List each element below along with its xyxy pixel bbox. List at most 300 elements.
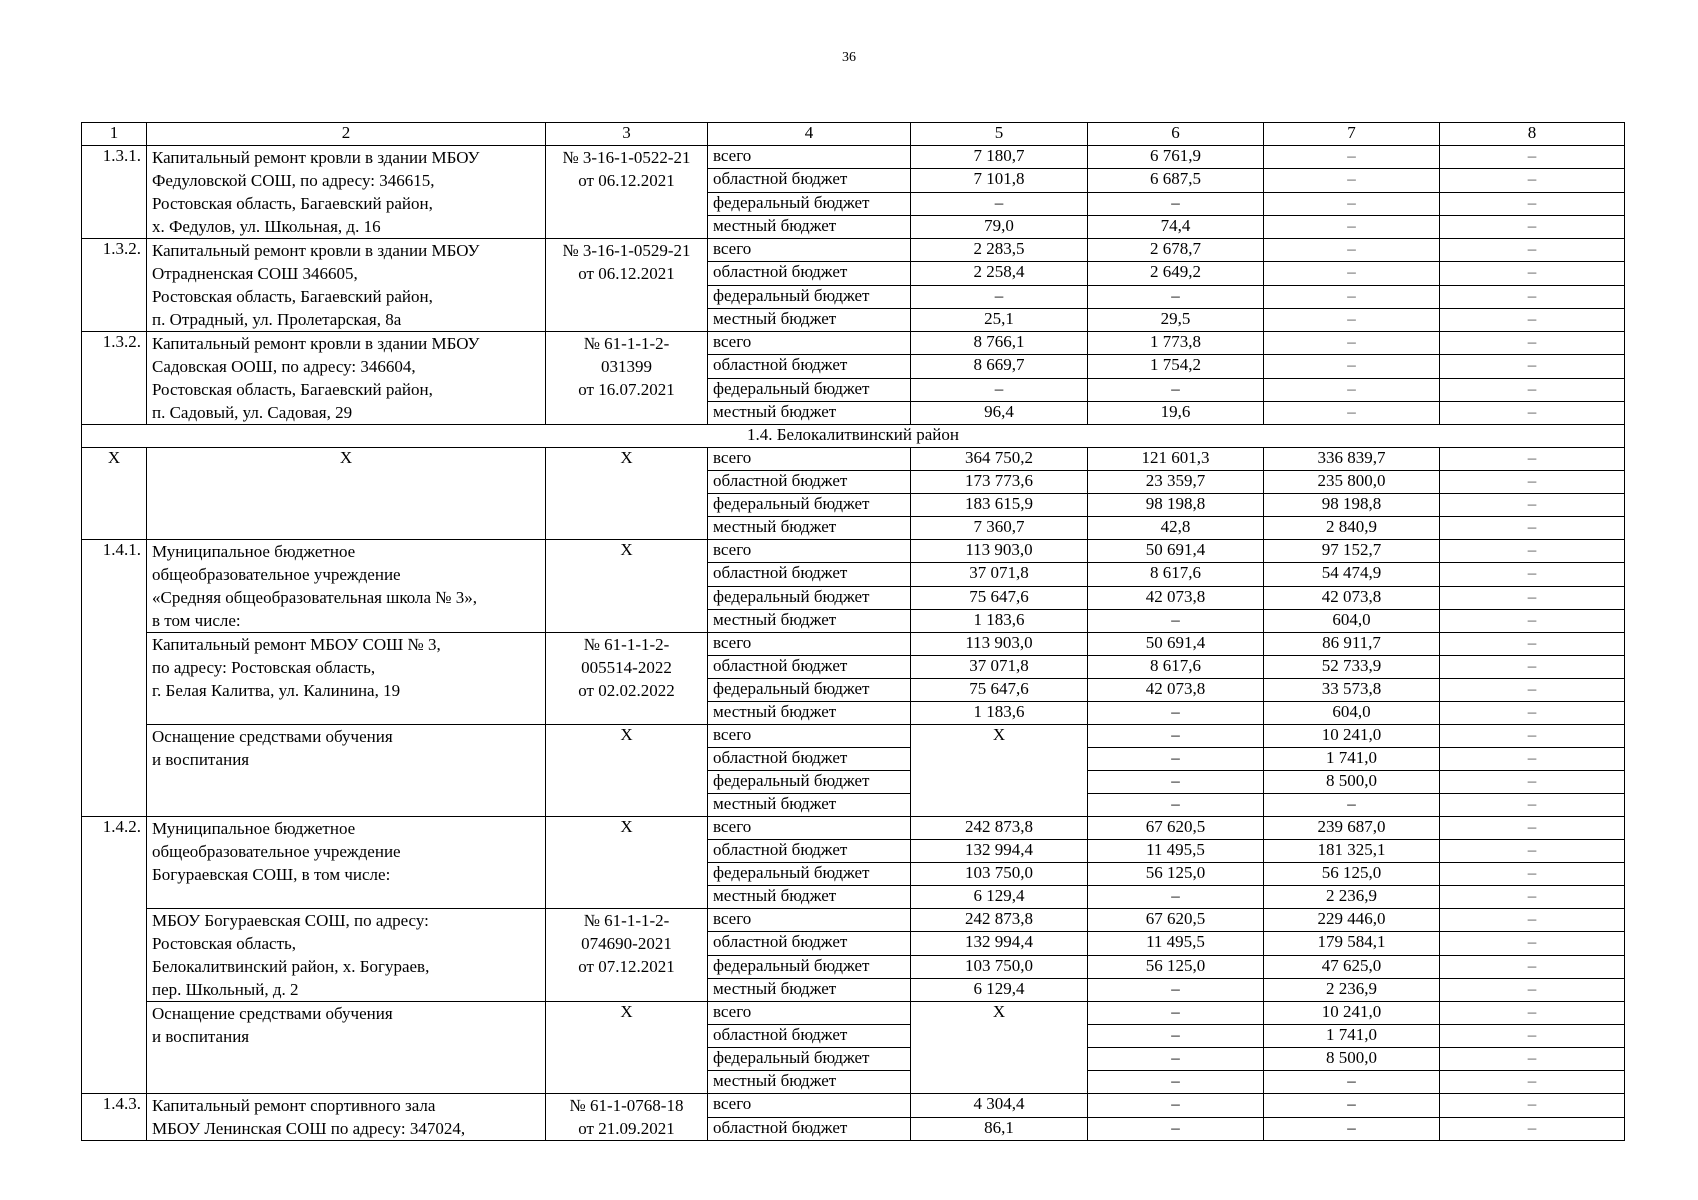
value-c7: 98 198,8	[1264, 494, 1440, 517]
value-c8: –	[1440, 215, 1625, 238]
value-c8: –	[1440, 656, 1625, 679]
value-c5: –	[911, 192, 1088, 215]
object-name	[147, 1002, 546, 1094]
cell-line: № 61-1-1-2-	[583, 911, 670, 930]
cell-line: МБОУ Ленинская СОШ по адресу: 347024,	[152, 1119, 466, 1138]
value-c6: 11 495,5	[1088, 932, 1264, 955]
table-row	[82, 1002, 1625, 1025]
value-c6: 29,5	[1088, 308, 1264, 331]
value-c6: –	[1088, 702, 1264, 725]
value-c6: –	[1088, 771, 1264, 794]
table-row	[82, 146, 1625, 169]
table-row	[82, 540, 1625, 563]
cell-line: Садовская ООШ, по адресу: 346604,	[152, 357, 416, 376]
value-c5: 113 903,0	[911, 633, 1088, 656]
value-c5: 132 994,4	[911, 932, 1088, 955]
value-c5: 86,1	[911, 1117, 1088, 1141]
value-c7: 10 241,0	[1264, 1002, 1440, 1025]
value-c6: 6 687,5	[1088, 169, 1264, 192]
value-c5: 6 129,4	[911, 978, 1088, 1001]
value-c8: –	[1440, 840, 1625, 863]
budget-type: всего	[708, 633, 911, 656]
row-number: 1.4.1.	[82, 540, 147, 817]
value-c7: 235 800,0	[1264, 471, 1440, 494]
value-c6: –	[1088, 1094, 1264, 1118]
value-c5: –	[911, 378, 1088, 401]
object-name	[147, 1094, 546, 1141]
table-row	[82, 1094, 1625, 1118]
value-c5: 1 183,6	[911, 609, 1088, 632]
object-name: Х	[147, 448, 546, 540]
budget-type: областной бюджет	[708, 840, 911, 863]
document-number	[546, 1094, 708, 1141]
value-c6: –	[1088, 378, 1264, 401]
budget-type: всего	[708, 817, 911, 840]
object-name	[147, 633, 546, 725]
value-c8: –	[1440, 355, 1625, 378]
value-c7: 181 325,1	[1264, 840, 1440, 863]
budget-type: областной бюджет	[708, 262, 911, 285]
value-c6: –	[1088, 1048, 1264, 1071]
cell-line: Капитальный ремонт кровли в здании МБОУ	[152, 334, 480, 353]
section-row	[82, 425, 1625, 448]
object-name	[147, 332, 546, 425]
budget-type: областной бюджет	[708, 656, 911, 679]
document-number	[546, 909, 708, 1002]
table-row	[82, 633, 1625, 656]
budget-type: всего	[708, 1094, 911, 1118]
budget-type: местный бюджет	[708, 886, 911, 909]
value-c8: –	[1440, 146, 1625, 169]
value-c8: –	[1440, 909, 1625, 932]
value-c7: –	[1264, 355, 1440, 378]
value-c8: –	[1440, 517, 1625, 540]
cell-line: от 21.09.2021	[578, 1119, 675, 1138]
value-c8: –	[1440, 725, 1625, 748]
cell-line: Белокалитвинский район, х. Богураев,	[152, 957, 430, 976]
value-c5: 103 750,0	[911, 955, 1088, 978]
table-row	[82, 448, 1625, 471]
value-c5: 364 750,2	[911, 448, 1088, 471]
value-c7: 179 584,1	[1264, 932, 1440, 955]
value-c8: –	[1440, 586, 1625, 609]
value-c8: –	[1440, 239, 1625, 262]
row-number: 1.3.2.	[82, 332, 147, 425]
value-c7: –	[1264, 378, 1440, 401]
cell-line: Капитальный ремонт спортивного зала	[152, 1096, 436, 1115]
cell-line: Федуловской СОШ, по адресу: 346615,	[152, 171, 435, 190]
column-header: 1	[82, 123, 147, 146]
column-header: 8	[1440, 123, 1625, 146]
budget-type: областной бюджет	[708, 1117, 911, 1141]
value-c6: 8 617,6	[1088, 656, 1264, 679]
value-c5: 113 903,0	[911, 540, 1088, 563]
value-c7: 604,0	[1264, 609, 1440, 632]
cell-line: Отрадненская СОШ 346605,	[152, 264, 358, 283]
value-c6: 8 617,6	[1088, 563, 1264, 586]
budget-type: областной бюджет	[708, 748, 911, 771]
cell-line: в том числе:	[152, 611, 241, 630]
cell-line: 005514-2022	[581, 658, 672, 677]
value-c5: 1 183,6	[911, 702, 1088, 725]
value-c5: 132 994,4	[911, 840, 1088, 863]
value-c7: 33 573,8	[1264, 679, 1440, 702]
cell-line: № 3-16-1-0529-21	[562, 241, 691, 260]
budget-type: местный бюджет	[708, 609, 911, 632]
value-c5: 103 750,0	[911, 863, 1088, 886]
budget-type: федеральный бюджет	[708, 955, 911, 978]
cell-line: Ростовская область, Багаевский район,	[152, 194, 433, 213]
value-c6: 2 649,2	[1088, 262, 1264, 285]
value-c7: –	[1264, 1117, 1440, 1141]
header-row	[82, 123, 1625, 146]
document-number: Х	[546, 540, 708, 633]
budget-type: федеральный бюджет	[708, 586, 911, 609]
value-c7: 8 500,0	[1264, 771, 1440, 794]
budget-type: местный бюджет	[708, 794, 911, 817]
value-c7: 2 236,9	[1264, 886, 1440, 909]
value-c6: 2 678,7	[1088, 239, 1264, 262]
budget-type: федеральный бюджет	[708, 679, 911, 702]
value-c6: 67 620,5	[1088, 909, 1264, 932]
value-c8: –	[1440, 748, 1625, 771]
table-row	[82, 332, 1625, 355]
row-number: Х	[82, 448, 147, 540]
value-c8: –	[1440, 1002, 1625, 1025]
budget-type: федеральный бюджет	[708, 494, 911, 517]
value-c5: 79,0	[911, 215, 1088, 238]
cell-line: Капитальный ремонт кровли в здании МБОУ	[152, 241, 480, 260]
value-c8: –	[1440, 378, 1625, 401]
cell-line: 074690-2021	[581, 934, 672, 953]
value-c8: –	[1440, 563, 1625, 586]
budget-type: федеральный бюджет	[708, 771, 911, 794]
table-row	[82, 817, 1625, 840]
value-c5: –	[911, 285, 1088, 308]
value-c8: –	[1440, 771, 1625, 794]
value-c6: 56 125,0	[1088, 955, 1264, 978]
value-c7: 42 073,8	[1264, 586, 1440, 609]
cell-line: Ростовская область, Багаевский район,	[152, 287, 433, 306]
value-c6: 98 198,8	[1088, 494, 1264, 517]
column-header: 6	[1088, 123, 1264, 146]
value-c6: 50 691,4	[1088, 633, 1264, 656]
value-c8: –	[1440, 679, 1625, 702]
value-c8: –	[1440, 192, 1625, 215]
cell-line: пер. Школьный, д. 2	[152, 980, 299, 999]
value-c7: 1 741,0	[1264, 1025, 1440, 1048]
value-c6: –	[1088, 609, 1264, 632]
value-c8: –	[1440, 794, 1625, 817]
value-c6: –	[1088, 978, 1264, 1001]
object-name	[147, 817, 546, 909]
budget-type: всего	[708, 909, 911, 932]
value-c5: 8 669,7	[911, 355, 1088, 378]
value-c7: –	[1264, 285, 1440, 308]
value-c8: –	[1440, 1094, 1625, 1118]
value-c6: 6 761,9	[1088, 146, 1264, 169]
cell-line: Оснащение средствами обучения	[152, 1004, 393, 1023]
table-row	[82, 239, 1625, 262]
value-c5: 242 873,8	[911, 817, 1088, 840]
value-c7: –	[1264, 1094, 1440, 1118]
value-c6: 42 073,8	[1088, 679, 1264, 702]
cell-line: Муниципальное бюджетное	[152, 819, 356, 838]
value-c7: 239 687,0	[1264, 817, 1440, 840]
budget-type: всего	[708, 540, 911, 563]
value-c7: 8 500,0	[1264, 1048, 1440, 1071]
document-number: Х	[546, 448, 708, 540]
section-title: 1.4. Белокалитвинский район	[82, 425, 1625, 448]
row-number: 1.3.2.	[82, 239, 147, 332]
value-c6: 42 073,8	[1088, 586, 1264, 609]
value-c8: –	[1440, 978, 1625, 1001]
budget-type: местный бюджет	[708, 517, 911, 540]
cell-line: общеобразовательное учреждение	[152, 842, 401, 861]
value-c5: 37 071,8	[911, 656, 1088, 679]
cell-line: общеобразовательное учреждение	[152, 565, 401, 584]
value-c7: 336 839,7	[1264, 448, 1440, 471]
cell-line: и воспитания	[152, 1027, 250, 1046]
value-c8: –	[1440, 471, 1625, 494]
budget-type: всего	[708, 332, 911, 355]
budget-type: всего	[708, 448, 911, 471]
value-c6: 67 620,5	[1088, 817, 1264, 840]
value-c8: –	[1440, 494, 1625, 517]
value-c6: –	[1088, 1071, 1264, 1094]
value-c7: –	[1264, 794, 1440, 817]
value-c6: 56 125,0	[1088, 863, 1264, 886]
budget-type: местный бюджет	[708, 401, 911, 424]
value-c6: –	[1088, 285, 1264, 308]
value-c8: –	[1440, 169, 1625, 192]
cell-line: Капитальный ремонт МБОУ СОШ № 3,	[152, 635, 441, 654]
cell-line: Богураевская СОШ, в том числе:	[152, 865, 391, 884]
budget-type: всего	[708, 1002, 911, 1025]
value-c6: –	[1088, 1117, 1264, 1141]
document-number	[546, 146, 708, 239]
value-c6: 19,6	[1088, 401, 1264, 424]
value-c6: 74,4	[1088, 215, 1264, 238]
value-c5: 173 773,6	[911, 471, 1088, 494]
value-c6: –	[1088, 192, 1264, 215]
budget-type: федеральный бюджет	[708, 192, 911, 215]
budget-type: областной бюджет	[708, 169, 911, 192]
value-c6: –	[1088, 748, 1264, 771]
table-row	[82, 725, 1625, 748]
value-c5: 25,1	[911, 308, 1088, 331]
cell-line: МБОУ Богураевская СОШ, по адресу:	[152, 911, 429, 930]
budget-type: местный бюджет	[708, 978, 911, 1001]
value-c7: 1 741,0	[1264, 748, 1440, 771]
budget-type: областной бюджет	[708, 932, 911, 955]
document-number	[546, 633, 708, 725]
object-name	[147, 909, 546, 1002]
value-c5: 37 071,8	[911, 563, 1088, 586]
document-number: Х	[546, 725, 708, 817]
value-c6: –	[1088, 794, 1264, 817]
value-c7: 229 446,0	[1264, 909, 1440, 932]
budget-type: местный бюджет	[708, 1071, 911, 1094]
value-c7: –	[1264, 192, 1440, 215]
value-c6: –	[1088, 886, 1264, 909]
value-c8: –	[1440, 633, 1625, 656]
value-c8: –	[1440, 886, 1625, 909]
value-c6: 11 495,5	[1088, 840, 1264, 863]
cell-line: от 06.12.2021	[578, 264, 675, 283]
cell-line: Капитальный ремонт кровли в здании МБОУ	[152, 148, 480, 167]
value-c8: –	[1440, 540, 1625, 563]
cell-line: от 07.12.2021	[578, 957, 675, 976]
budget-type: федеральный бюджет	[708, 285, 911, 308]
value-c8: –	[1440, 609, 1625, 632]
cell-line: от 16.07.2021	[578, 380, 675, 399]
value-c6: 50 691,4	[1088, 540, 1264, 563]
cell-line: Ростовская область, Багаевский район,	[152, 380, 433, 399]
value-c6: 1 773,8	[1088, 332, 1264, 355]
value-c6: 42,8	[1088, 517, 1264, 540]
value-c5: 7 180,7	[911, 146, 1088, 169]
row-number: 1.4.3.	[82, 1094, 147, 1141]
object-name	[147, 725, 546, 817]
column-header: 3	[546, 123, 708, 146]
value-c8: –	[1440, 448, 1625, 471]
budget-type: местный бюджет	[708, 702, 911, 725]
value-c8: –	[1440, 955, 1625, 978]
value-c5: 75 647,6	[911, 679, 1088, 702]
column-header: 7	[1264, 123, 1440, 146]
budget-type: всего	[708, 725, 911, 748]
value-c7: 2 840,9	[1264, 517, 1440, 540]
document-number	[546, 239, 708, 332]
budget-type: федеральный бюджет	[708, 863, 911, 886]
object-name	[147, 540, 546, 633]
cell-line: «Средняя общеобразовательная школа № 3»,	[152, 588, 477, 607]
value-c7: –	[1264, 239, 1440, 262]
cell-line: г. Белая Калитва, ул. Калинина, 19	[152, 681, 401, 700]
value-c5: 96,4	[911, 401, 1088, 424]
value-c6: –	[1088, 725, 1264, 748]
document-number	[546, 332, 708, 425]
cell-line: по адресу: Ростовская область,	[152, 658, 376, 677]
value-c5: 7 101,8	[911, 169, 1088, 192]
value-c5: 8 766,1	[911, 332, 1088, 355]
value-c5: 2 258,4	[911, 262, 1088, 285]
value-c5: Х	[911, 1002, 1088, 1094]
cell-line: от 02.02.2022	[578, 681, 675, 700]
value-c8: –	[1440, 332, 1625, 355]
value-c7: 86 911,7	[1264, 633, 1440, 656]
budget-table	[81, 122, 1625, 1141]
value-c7: –	[1264, 215, 1440, 238]
value-c8: –	[1440, 932, 1625, 955]
cell-line: п. Садовый, ул. Садовая, 29	[152, 403, 353, 422]
value-c5: 4 304,4	[911, 1094, 1088, 1118]
cell-line: х. Федулов, ул. Школьная, д. 16	[152, 217, 381, 236]
value-c7: –	[1264, 332, 1440, 355]
value-c5: 2 283,5	[911, 239, 1088, 262]
cell-line: Ростовская область,	[152, 934, 297, 953]
row-number: 1.4.2.	[82, 817, 147, 1094]
value-c8: –	[1440, 702, 1625, 725]
value-c8: –	[1440, 262, 1625, 285]
value-c7: 604,0	[1264, 702, 1440, 725]
row-number: 1.3.1.	[82, 146, 147, 239]
budget-type: федеральный бюджет	[708, 378, 911, 401]
cell-line: № 61-1-0768-18	[569, 1096, 684, 1115]
document-number: Х	[546, 817, 708, 909]
value-c8: –	[1440, 863, 1625, 886]
cell-line: Муниципальное бюджетное	[152, 542, 356, 561]
value-c7: 2 236,9	[1264, 978, 1440, 1001]
object-name	[147, 146, 546, 239]
value-c7: –	[1264, 401, 1440, 424]
budget-type: местный бюджет	[708, 308, 911, 331]
cell-line: Оснащение средствами обучения	[152, 727, 393, 746]
budget-type: областной бюджет	[708, 355, 911, 378]
table-row	[82, 909, 1625, 932]
budget-type: местный бюджет	[708, 215, 911, 238]
cell-line: от 06.12.2021	[578, 171, 675, 190]
value-c7: –	[1264, 146, 1440, 169]
value-c7: 97 152,7	[1264, 540, 1440, 563]
value-c7: 47 625,0	[1264, 955, 1440, 978]
value-c8: –	[1440, 1025, 1625, 1048]
value-c5: 6 129,4	[911, 886, 1088, 909]
value-c7: –	[1264, 1071, 1440, 1094]
value-c5: Х	[911, 725, 1088, 817]
value-c8: –	[1440, 1048, 1625, 1071]
cell-line: и воспитания	[152, 750, 250, 769]
value-c6: 23 359,7	[1088, 471, 1264, 494]
page-number: 36	[842, 50, 856, 65]
value-c5: 75 647,6	[911, 586, 1088, 609]
value-c6: 1 754,2	[1088, 355, 1264, 378]
value-c5: 7 360,7	[911, 517, 1088, 540]
column-header: 2	[147, 123, 546, 146]
value-c6: 121 601,3	[1088, 448, 1264, 471]
cell-line: п. Отрадный, ул. Пролетарская, 8а	[152, 310, 402, 329]
value-c8: –	[1440, 817, 1625, 840]
value-c8: –	[1440, 308, 1625, 331]
budget-type: всего	[708, 146, 911, 169]
value-c7: 52 733,9	[1264, 656, 1440, 679]
budget-type: всего	[708, 239, 911, 262]
value-c5: 242 873,8	[911, 909, 1088, 932]
value-c7: 56 125,0	[1264, 863, 1440, 886]
table-body	[82, 123, 1625, 1141]
object-name	[147, 239, 546, 332]
value-c7: 10 241,0	[1264, 725, 1440, 748]
value-c8: –	[1440, 285, 1625, 308]
budget-type: областной бюджет	[708, 1025, 911, 1048]
value-c8: –	[1440, 1071, 1625, 1094]
value-c7: –	[1264, 262, 1440, 285]
column-header: 4	[708, 123, 911, 146]
cell-line: 031399	[601, 357, 652, 376]
value-c8: –	[1440, 1117, 1625, 1141]
budget-type: областной бюджет	[708, 471, 911, 494]
cell-line: № 3-16-1-0522-21	[562, 148, 691, 167]
value-c6: –	[1088, 1002, 1264, 1025]
value-c7: –	[1264, 169, 1440, 192]
budget-type: федеральный бюджет	[708, 1048, 911, 1071]
cell-line: № 61-1-1-2-	[583, 334, 670, 353]
value-c7: –	[1264, 308, 1440, 331]
document-number: Х	[546, 1002, 708, 1094]
value-c6: –	[1088, 1025, 1264, 1048]
value-c8: –	[1440, 401, 1625, 424]
